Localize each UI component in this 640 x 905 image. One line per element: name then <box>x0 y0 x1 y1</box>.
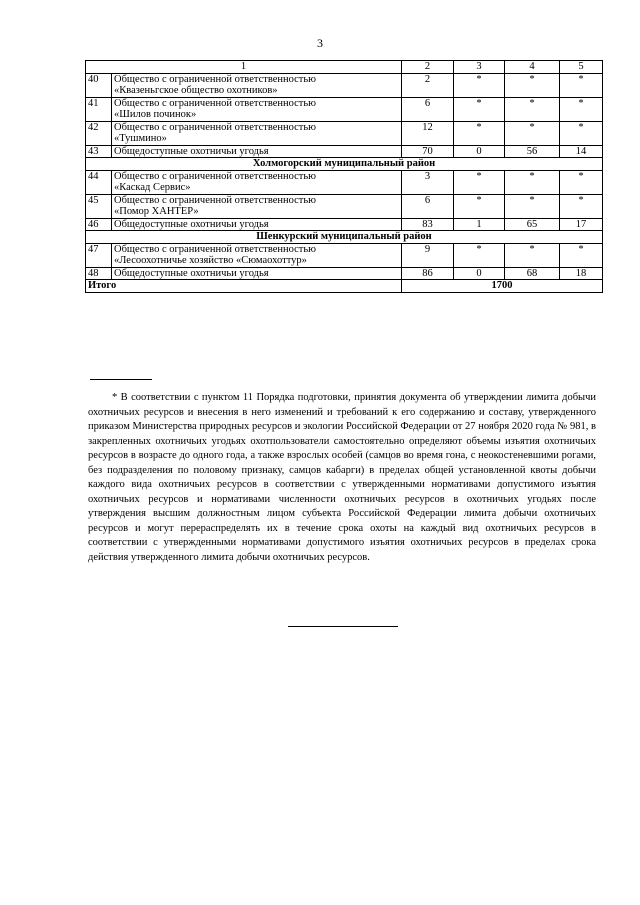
cell-col-5: 17 <box>560 218 603 231</box>
section-title: Холмогорский муниципальный район <box>86 158 603 171</box>
cell-col-4: * <box>505 243 560 267</box>
row-name: Общество с ограниченной ответственностью «Лесоохотничье хозяйство «Сюмаохоттур» <box>112 243 402 267</box>
row-name: Общество с ограниченной ответственностью «Помор ХАНТЕР» <box>112 194 402 218</box>
cell-col-2: 9 <box>402 243 454 267</box>
cell-col-5: * <box>560 73 603 97</box>
table-row <box>86 170 603 194</box>
table-header-row <box>86 61 603 74</box>
section-row <box>86 158 603 171</box>
cell-col-2: 6 <box>402 97 454 121</box>
cell-col-5: * <box>560 194 603 218</box>
cell-col-5: * <box>560 243 603 267</box>
total-value: 1700 <box>402 280 603 293</box>
cell-col-5: * <box>560 170 603 194</box>
total-row <box>86 280 603 293</box>
cell-col-4: * <box>505 194 560 218</box>
cell-col-2: 12 <box>402 121 454 145</box>
header-col-2: 2 <box>402 61 454 74</box>
row-name: Общество с ограниченной ответственностью «Каскад Сервис» <box>112 170 402 194</box>
header-col-3: 3 <box>454 61 505 74</box>
cell-col-4: * <box>505 97 560 121</box>
cell-col-4: * <box>505 121 560 145</box>
cell-col-4: * <box>505 170 560 194</box>
cell-col-5: 18 <box>560 267 603 280</box>
cell-col-2: 6 <box>402 194 454 218</box>
cell-col-5: 14 <box>560 145 603 158</box>
page-number: 3 <box>317 36 323 50</box>
table-row <box>86 121 603 145</box>
cell-col-2: 86 <box>402 267 454 280</box>
footnote-divider <box>90 379 152 380</box>
table-row <box>86 267 603 280</box>
cell-col-3: * <box>454 194 505 218</box>
row-number: 47 <box>86 243 112 267</box>
row-number: 44 <box>86 170 112 194</box>
cell-col-2: 70 <box>402 145 454 158</box>
end-divider <box>288 626 398 627</box>
row-name: Общедоступные охотничьи угодья <box>112 145 402 158</box>
cell-col-4: 68 <box>505 267 560 280</box>
cell-col-3: * <box>454 243 505 267</box>
section-title: Шенкурский муниципальный район <box>86 231 603 244</box>
cell-col-2: 83 <box>402 218 454 231</box>
cell-col-5: * <box>560 97 603 121</box>
cell-col-3: * <box>454 170 505 194</box>
total-label: Итого <box>86 280 402 293</box>
cell-col-5: * <box>560 121 603 145</box>
table-row <box>86 145 603 158</box>
cell-col-3: * <box>454 73 505 97</box>
row-number: 48 <box>86 267 112 280</box>
section-row <box>86 231 603 244</box>
table-row <box>86 97 603 121</box>
row-number: 43 <box>86 145 112 158</box>
row-name: Общество с ограниченной ответственностью «Шилов починок» <box>112 97 402 121</box>
row-number: 46 <box>86 218 112 231</box>
cell-col-3: * <box>454 121 505 145</box>
cell-col-2: 2 <box>402 73 454 97</box>
cell-col-3: * <box>454 97 505 121</box>
cell-col-4: 65 <box>505 218 560 231</box>
row-number: 40 <box>86 73 112 97</box>
cell-col-4: 56 <box>505 145 560 158</box>
header-col-1: 1 <box>86 61 402 74</box>
header-col-4: 4 <box>505 61 560 74</box>
row-name: Общедоступные охотничьи угодья <box>112 218 402 231</box>
row-name: Общество с ограниченной ответственностью «Тушмино» <box>112 121 402 145</box>
cell-col-3: 1 <box>454 218 505 231</box>
row-number: 45 <box>86 194 112 218</box>
row-name: Общедоступные охотничьи угодья <box>112 267 402 280</box>
row-name: Общество с ограниченной ответственностью «Квазеньгское общество охотников» <box>112 73 402 97</box>
cell-col-3: 0 <box>454 267 505 280</box>
header-col-5: 5 <box>560 61 603 74</box>
table-row <box>86 218 603 231</box>
hunting-limits-table <box>85 60 603 293</box>
row-number: 41 <box>86 97 112 121</box>
cell-col-4: * <box>505 73 560 97</box>
cell-col-3: 0 <box>454 145 505 158</box>
table-row <box>86 243 603 267</box>
table-row <box>86 73 603 97</box>
cell-col-2: 3 <box>402 170 454 194</box>
row-number: 42 <box>86 121 112 145</box>
footnote-text: * В соответствии с пунктом 11 Порядка подготовки, принятия документа об утверждении лимита добычи охотничьих ресурсов и внесения в него изменений и требований к его содержанию и составу, утвержденного приказом Министерства природных ресурсов и экологии Российской Федерации от 27 ноября 2020 года № 981, в закрепленных охотничьих угодьях охотпользователи самостоятельно определяют объемы изъятия охотничьих ресурсов в возрасте до одного года, а также взрослых особей (самцов во время гона, с неокостеневшими рогами, без подразделения по половому признаку, самцов кабарги) в пределах общей установленной квоты добычи каждого вида охотничьих ресурсов в соответствии с утвержденными нормативами допустимого изъятия охотничьих ресурсов и нормативами численности охотничьих ресурсов в охотничьих угодьях после утверждения высшим должностным лицом субъекта Российской Федерации лимита добычи охотничьих ресурсов и могут перераспределять их в течение срока охоты на каждый вид охотничьих ресурсов в соответствии с утвержденными нормативами допустимого изъятия охотничьих ресурсов в пределах срока действия утвержденного лимита добычи охотничьих ресурсов. <box>88 392 596 563</box>
table-row <box>86 194 603 218</box>
